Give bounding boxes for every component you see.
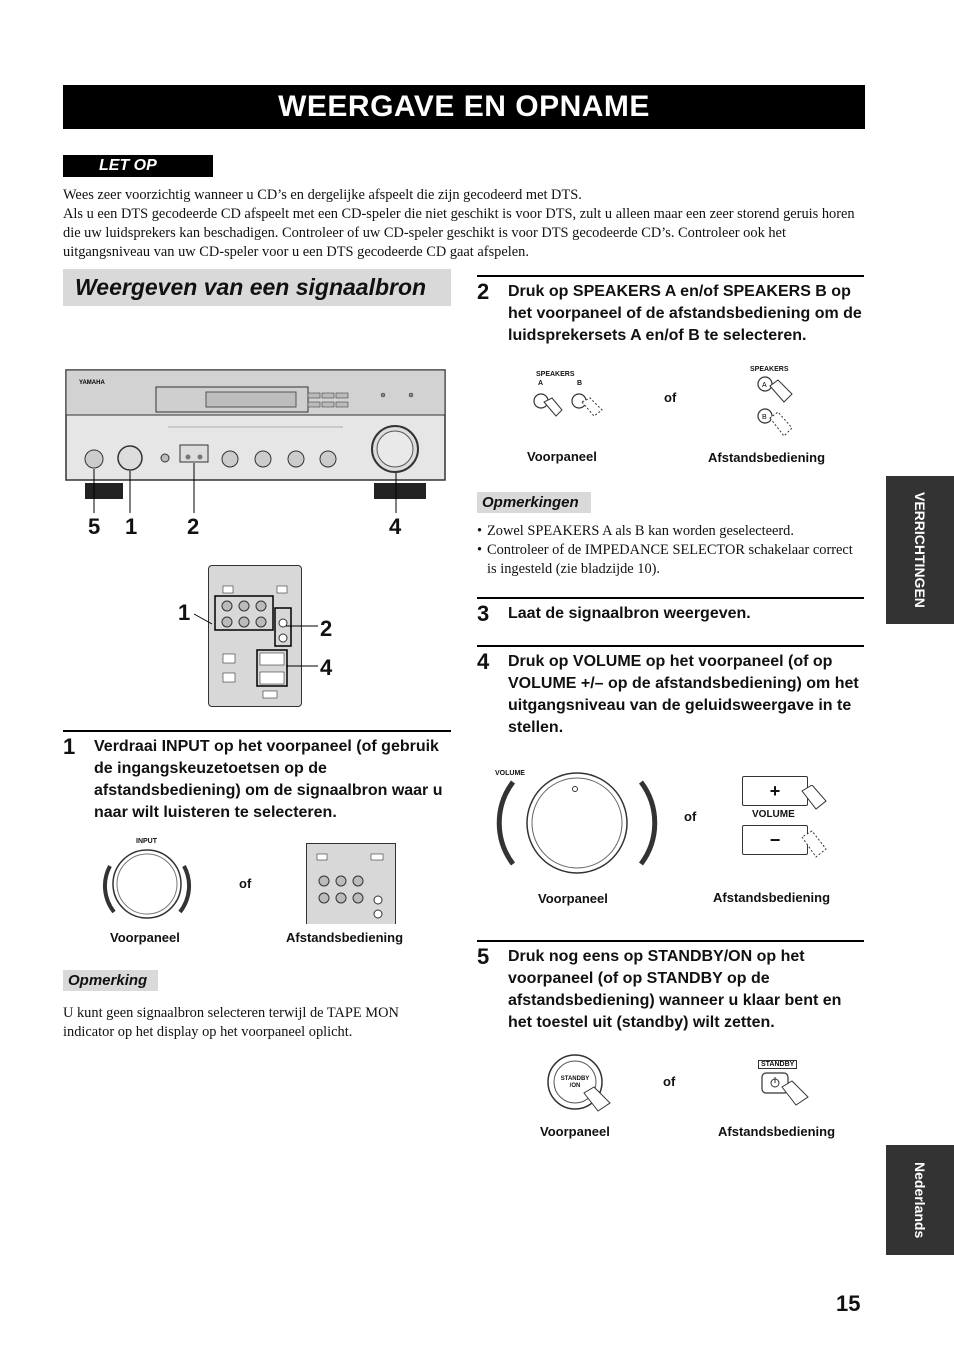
notes-multi-label: Opmerkingen (477, 492, 591, 513)
step5-remote-button (760, 1071, 816, 1115)
step2-a-label: A (538, 380, 544, 387)
step4-minus-button: − (742, 825, 808, 855)
callout-1: 1 (125, 514, 138, 539)
step3-rule (477, 597, 864, 599)
step4-plus-button: + (742, 776, 808, 806)
step5-rule (477, 940, 864, 942)
step2-remote-buttons (748, 374, 808, 446)
remote-callout-2: 2 (320, 616, 333, 641)
step5-standby-on-label: STANDBY /ON (560, 1076, 590, 1089)
caution-line-2: Als u een DTS gecodeerde CD afspeelt met een CD-speler die niet geschikt is voor DTS, zult u alleen maar een zeer storend geruis horen die uw luidsprekers kan beschadigen. Controleer of uw CD-speler geschikt is voor DTS gecodeerde CD’s. Controleer ook het uitgangsniveau van uw CD-speler voor u een DTS gecodeerde CD gaat afspelen. (63, 206, 855, 260)
step5-or: of (663, 1074, 676, 1089)
step4-hands (800, 785, 832, 865)
step1-remote (306, 843, 396, 924)
step4-caption-remote: Afstandsbediening (713, 890, 831, 905)
caution-line-1: Wees zeer voorzichtig wanneer u CD’s en dergelijke afspeelt die zijn gecodeerd met DTS. (63, 187, 582, 203)
step2-speakers-label: SPEAKERS (536, 371, 575, 378)
step4-caption-front: Voorpaneel (538, 891, 608, 906)
step4-number: 4 (477, 649, 490, 674)
callout-4: 4 (389, 514, 402, 539)
notes-multi-list (477, 522, 864, 579)
step1-text: Verdraai INPUT op het voorpaneel (of gebruik de ingangskeuzetoetsen op de afstandsbediening) om de signaalbron waar u naar wilt luisteren te selecteren. (94, 738, 443, 821)
note-single-text: U kunt geen signaalbron selecteren terwijl de TAPE MON indicator op het display op het voorpaneel oplicht. (63, 1005, 399, 1040)
page-title: WEERGAVE EN OPNAME (63, 85, 865, 129)
step2-rule (477, 275, 864, 277)
svg-text:B: B (762, 414, 767, 421)
callout-5: 5 (88, 514, 101, 539)
step1-rule (63, 730, 451, 732)
step2-or: of (664, 390, 677, 405)
step5-text: Druk nog eens op STANDBY/ON op het voorpaneel (of op STANDBY op de afstandsbediening) wanneer u klaar bent en het toestel uit (standby) wilt zetten. (508, 948, 842, 1031)
step1-or: of (239, 876, 252, 891)
step5-caption-front: Voorpaneel (540, 1124, 610, 1139)
step2-b-label: B (577, 380, 583, 387)
step1-caption-front: Voorpaneel (110, 930, 180, 945)
remote-callout-lines (190, 600, 333, 680)
remote-callout-1: 1 (178, 600, 191, 625)
caution-text (63, 186, 863, 262)
step2-front-buttons (530, 388, 610, 428)
step2-caption-front: Voorpaneel (527, 449, 597, 464)
side-tab-section: VERRICHTINGEN (886, 476, 954, 624)
section-title: Weergeven van een signaalbron (63, 269, 451, 306)
step5-remote-standby-label: STANDBY (758, 1060, 797, 1069)
step3-text: Laat de signaalbron weergeven. (508, 605, 751, 622)
step4-rule (477, 645, 864, 647)
step1-input-label: INPUT (136, 838, 157, 845)
notes-item-2: • Controleer of de IMPEDANCE SELECTOR schakelaar correct is ingesteld (zie bladzijde 10). (477, 542, 853, 577)
notes-item-1: • Zowel SPEAKERS A als B kan worden geselecteerd. (477, 523, 794, 539)
step5-number: 5 (477, 944, 490, 969)
step1-caption-remote: Afstandsbediening (286, 930, 404, 945)
note-single-label: Opmerking (63, 970, 158, 991)
callout-2: 2 (187, 514, 200, 539)
step2-text: Druk op SPEAKERS A en/of SPEAKERS B op het voorpaneel of de afstandsbediening om de luidsprekersets A en/of B te selecteren. (508, 283, 862, 344)
step4-remote-volume-label: VOLUME (752, 809, 795, 820)
step2-remote-speakers-label: SPEAKERS (750, 366, 789, 373)
brand-logo: YAMAHA (79, 380, 105, 386)
step2-number: 2 (477, 279, 490, 304)
step4-or: of (684, 809, 697, 824)
step4-text: Druk op VOLUME op het voorpaneel (of op VOLUME +/– op de afstandsbediening) om het uitgangsniveau van de geluidsweergave in te stellen. (508, 653, 859, 736)
step4-volume-label: VOLUME (495, 770, 525, 777)
step3-number: 3 (477, 601, 490, 626)
svg-text:A: A (762, 382, 767, 389)
step5-caption-remote: Afstandsbediening (718, 1124, 836, 1139)
step4-volume-knob (495, 768, 665, 883)
remote-callout-4: 4 (320, 655, 333, 680)
step1-number: 1 (63, 734, 76, 759)
caution-label: LET OP (63, 155, 213, 177)
step1-input-knob (100, 846, 195, 921)
page-number: 15 (836, 1291, 861, 1316)
step2-caption-remote: Afstandsbediening (708, 450, 826, 465)
side-tab-language: Nederlands (886, 1145, 954, 1255)
